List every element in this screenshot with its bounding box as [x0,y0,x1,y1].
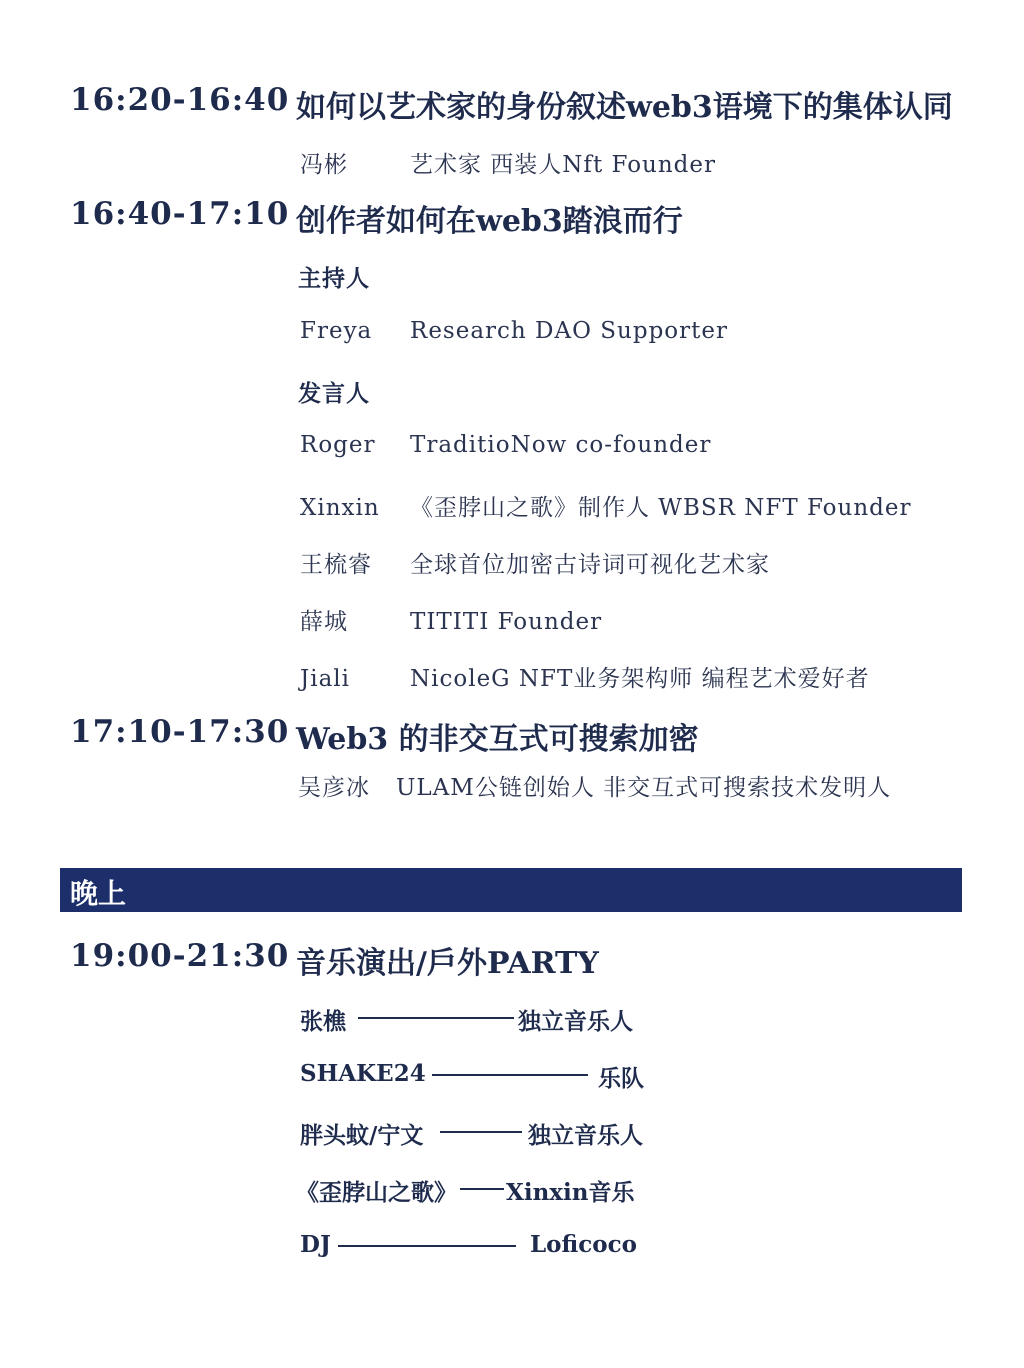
session-2-title: 创作者如何在web3踏浪而行 [296,204,683,239]
session-3-speaker-row [298,769,891,802]
speaker-name: 吴彦冰 [298,775,370,801]
speaker-role: NicoleG NFT业务架构师 编程艺术爱好者 [410,666,870,692]
performer-desc: Loficoco [530,1231,637,1258]
speaker-row [300,660,870,693]
host-role: Research DAO Supporter [410,318,728,344]
speaker-role: ULAM公链创始人 非交互式可搜索技术发明人 [396,775,892,801]
performer-name: 张樵 [300,1008,346,1035]
speaker-name: 薛城 [300,609,348,635]
speaker-role: 艺术家 西装人Nft Founder [410,152,717,178]
session-1-title: 如何以艺术家的身份叙述web3语境下的集体认同 [296,90,953,125]
speaker-row [300,489,911,522]
performer-desc: 独立音乐人 [528,1122,643,1149]
evening-band [60,868,962,912]
evening-time: 19:00-21:30 [70,938,290,974]
speaker-name: Jiali [300,666,351,692]
speaker-role: 全球首位加密古诗词可视化艺术家 [410,552,770,578]
host-label: 主持人 [298,265,370,292]
evening-title: 音乐演出/戶外PARTY [296,946,599,981]
host-name: Freya [300,318,373,344]
performer-dash [440,1131,522,1133]
performer-desc: 独立音乐人 [518,1008,633,1035]
speaker-name: 冯彬 [300,152,348,178]
speaker-name: Roger [300,432,376,458]
session-1-speaker-row [300,146,716,179]
speaker-role: TraditioNow co-founder [410,432,712,458]
performer-dash [460,1188,504,1190]
performer-name: 胖头蚊/宁文 [300,1122,424,1149]
speaker-row [300,603,602,636]
session-3-time: 17:10-17:30 [70,714,290,750]
performer-dash [358,1017,514,1019]
session-2-time: 16:40-17:10 [70,196,290,232]
session-1-time: 16:20-16:40 [70,82,290,118]
speaker-name: 王梳睿 [300,552,372,578]
performer-name: SHAKE24 [300,1060,426,1087]
speakers-label: 发言人 [298,380,370,407]
performer-desc: 乐队 [598,1065,644,1092]
speaker-name: Xinxin [300,495,380,521]
speaker-row [300,432,711,458]
performer-name: 《歪脖山之歌》 [296,1179,457,1206]
speaker-row [300,546,770,579]
speaker-role: TITITI Founder [410,609,603,635]
evening-band-label: 晚上 [70,877,127,910]
performer-desc: Xinxin音乐 [506,1179,635,1206]
performer-dash [432,1074,588,1076]
host-row [300,318,728,344]
performer-dash [338,1245,516,1247]
speaker-role: 《歪脖山之歌》制作人 WBSR NFT Founder [410,495,912,521]
session-3-title: Web3 的非交互式可搜索加密 [296,722,699,757]
performer-name: DJ [300,1231,331,1258]
